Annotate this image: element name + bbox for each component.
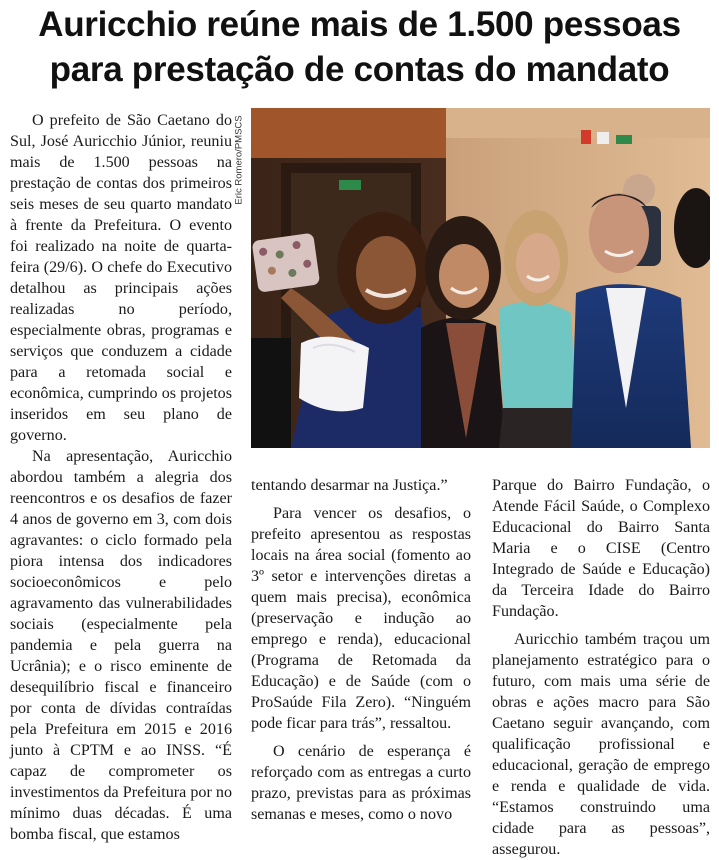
paragraph: Parque do Bairro Fundação, o Atende Fácil Saúde, o Complexo Educacional do Bairro Santa Maria e o CISE (Centro Integrado de Saúde e Educação) da Terceira Idade do Bairro Fundação. bbox=[492, 477, 710, 620]
headline bbox=[0, 2, 719, 92]
paragraph: Para vencer os desafios, o prefeito apresentou as respostas locais na área social (fomento ao 3º setor e intervenções diretas a quem mais precisa), econômica (preservação e indução ao emprego e renda), educacional (Programa de Retomada da Educação) e de Saúde (com o ProSaúde Fila Zero). “Ninguém pode ficar para trás”, ressaltou. bbox=[251, 505, 471, 732]
photo-credit bbox=[232, 108, 246, 212]
paragraph: O cenário de esperança é reforçado com as entregas a curto prazo, previstas para as próximas semanas e meses, como o novo bbox=[251, 743, 471, 823]
paragraph: Auricchio também traçou um planejamento estratégico para o futuro, com mais uma série de obras e ações macro para São Caetano seguir avançando, com qualificação profissional e educacional, geração de emprego e renda e qualidade de vida. “Estamos construindo uma cidade para as pessoas”, assegurou. bbox=[492, 631, 710, 858]
article-column-2 bbox=[251, 475, 471, 825]
article-column-3 bbox=[492, 475, 710, 860]
photo-credit-text: Eric Romero/PMSCS bbox=[233, 115, 245, 205]
paragraph: Na apresentação, Auricchio abordou também a alegria dos reencontros e os desafios de fazer 4 anos de governo em 3, com dois agravantes: o ciclo formado pela piora intensa dos indicadores socioeconômicos e pelo agravamento das vulnerabilidades sociais (especialmente pela pandemia e pela guerra na Ucrânia); e o risco eminente de desequilíbrio fiscal e financeiro por conta de dívidas contraídas pela Prefeitura em 2015 e 2016 junto à CPTM e ao INSS. “É capaz de comprometer os investimentos da Prefeitura por no mínimo duas décadas. É uma bomba fiscal, que estamos bbox=[10, 448, 232, 843]
headline-line-1: Auricchio reúne mais de 1.500 pessoas bbox=[38, 5, 681, 44]
headline-line-2: para prestação de contas do mandato bbox=[49, 50, 670, 89]
article-column-1 bbox=[10, 110, 232, 845]
event-photo bbox=[251, 108, 710, 448]
paragraph: O prefeito de São Caetano do Sul, José Auricchio Júnior, reuniu mais de 1.500 pessoas na prestação de contas dos primeiros seis meses de seu quarto mandato à frente da Prefeitura. O evento foi realizado na noite de quarta-feira (29/6). O chefe do Executivo detalhou as principais ações realizadas no período, especialmente obras, programas e serviços que conduzem a cidade para a retomada social e econômica, cumprindo os projetos inseridos em seu plano de governo. bbox=[10, 112, 232, 444]
event-photo-illustration bbox=[251, 108, 710, 448]
paragraph: tentando desarmar na Justiça.” bbox=[251, 477, 448, 494]
